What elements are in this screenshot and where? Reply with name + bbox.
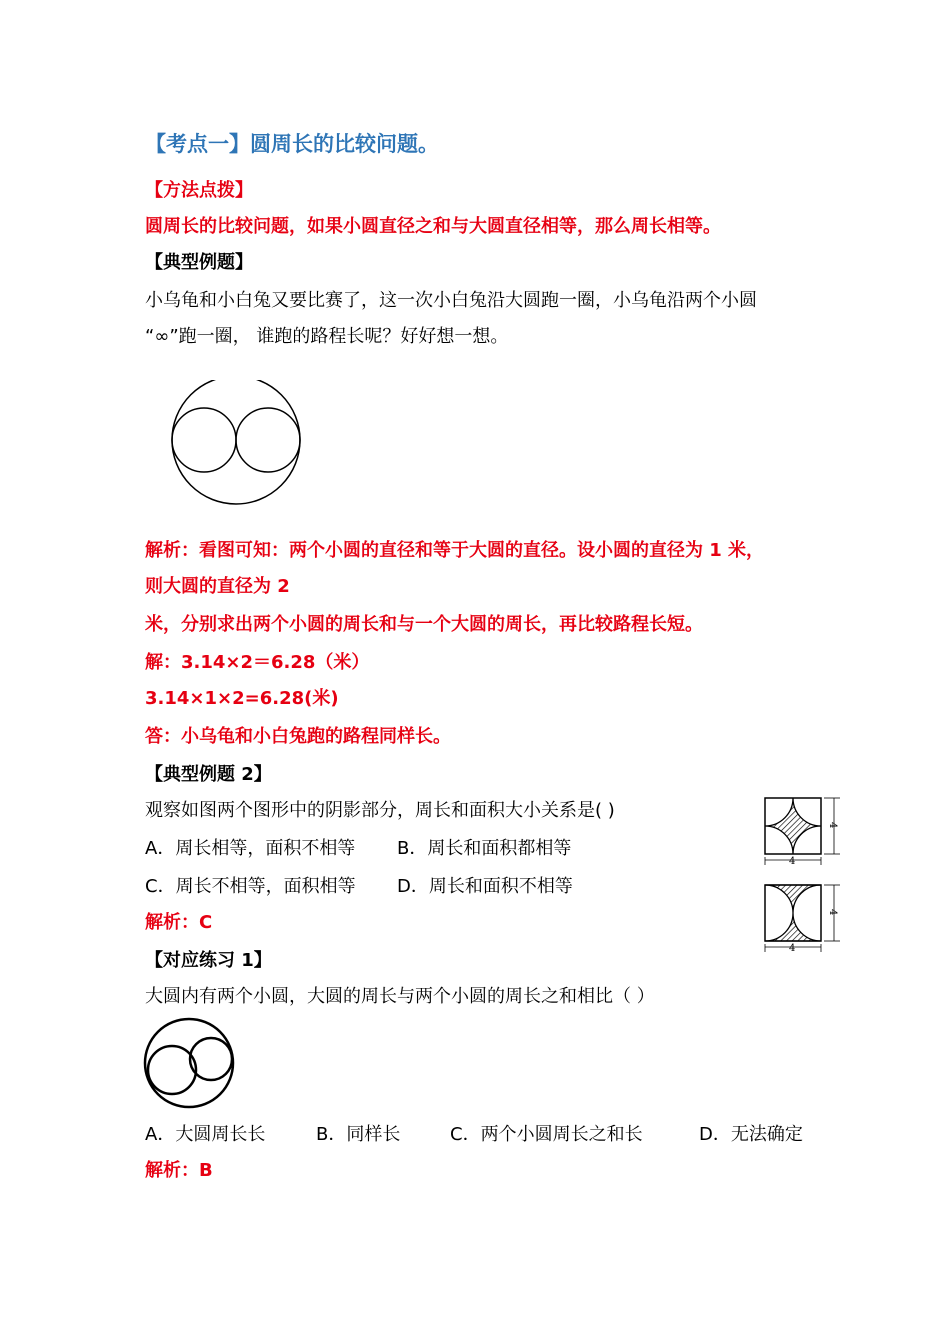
example1-analysis-line3: 米，分别求出两个小圆的周长和与一个大圆的周长，再比较路程长短。 — [145, 614, 703, 635]
practice1-option-a: A．大圆周长长 — [145, 1124, 266, 1145]
example1-line1: 小乌龟和小白兔又要比赛了，这一次小白兔沿大圆跑一圈，小乌龟沿两个小圆 — [145, 290, 757, 311]
practice1-option-c: C．两个小圆周长之和长 — [450, 1124, 643, 1145]
example2-option-d: D．周长和面积不相等 — [397, 876, 573, 897]
small-circle-right — [236, 408, 300, 472]
nested-circles-figure — [142, 1015, 238, 1111]
shaded-star-figure — [760, 795, 850, 867]
example1-answer: 答：小乌龟和小白兔跑的路程同样长。 — [145, 726, 451, 747]
method-text: 圆周长的比较问题，如果小圆直径之和与大圆直径相等，那么周长相等。 — [145, 216, 721, 237]
shaded-bowtie-figure — [760, 882, 850, 954]
example2-question: 观察如图两个图形中的阴影部分，周长和面积大小关系是( ) — [145, 800, 615, 821]
width-dimension-label: 4 — [789, 856, 796, 867]
example2-option-c: C．周长不相等，面积相等 — [145, 876, 356, 897]
section-title: 【考点一】圆周长的比较问题。 — [145, 132, 439, 156]
small-circle-left — [148, 1046, 196, 1094]
example2-heading: 【典型例题 2】 — [145, 764, 272, 785]
small-circle-right — [190, 1038, 232, 1080]
example2-analysis: 解析：C — [145, 912, 213, 933]
example1-analysis-line2: 则大圆的直径为 2 — [145, 576, 290, 597]
small-circle-left — [172, 408, 236, 472]
big-circle — [145, 1019, 233, 1107]
big-circle-two-small-circles-figure — [168, 380, 308, 510]
example1-analysis-line1: 解析：看图可知：两个小圆的直径和等于大圆的直径。设小圆的直径为 1 米， — [145, 540, 765, 561]
method-heading: 【方法点拨】 — [145, 180, 253, 201]
practice1-option-d: D．无法确定 — [699, 1124, 803, 1145]
example1-calc1: 解：3.14×2＝6.28（米） — [145, 652, 370, 673]
example2-option-a: A．周长相等，面积不相等 — [145, 838, 356, 859]
shaded-bowtie-region — [765, 885, 821, 941]
example1-line2: “∞”跑一圈， 谁跑的路程长呢？好好想一想。 — [145, 326, 509, 347]
example1-heading: 【典型例题】 — [145, 252, 253, 273]
height-dimension-label: 4 — [827, 822, 838, 829]
practice1-option-b: B．同样长 — [316, 1124, 401, 1145]
example1-calc2: 3.14×1×2=6.28(米) — [145, 688, 339, 709]
practice1-heading: 【对应练习 1】 — [145, 950, 272, 971]
practice1-analysis: 解析：B — [145, 1160, 213, 1181]
example2-option-b: B．周长和面积都相等 — [397, 838, 572, 859]
height-dimension-label: 4 — [827, 909, 838, 916]
width-dimension-label: 4 — [789, 943, 796, 954]
practice1-question: 大圆内有两个小圆，大圆的周长与两个小圆的周长之和相比（ ） — [145, 986, 655, 1007]
shaded-star-region — [765, 798, 821, 854]
